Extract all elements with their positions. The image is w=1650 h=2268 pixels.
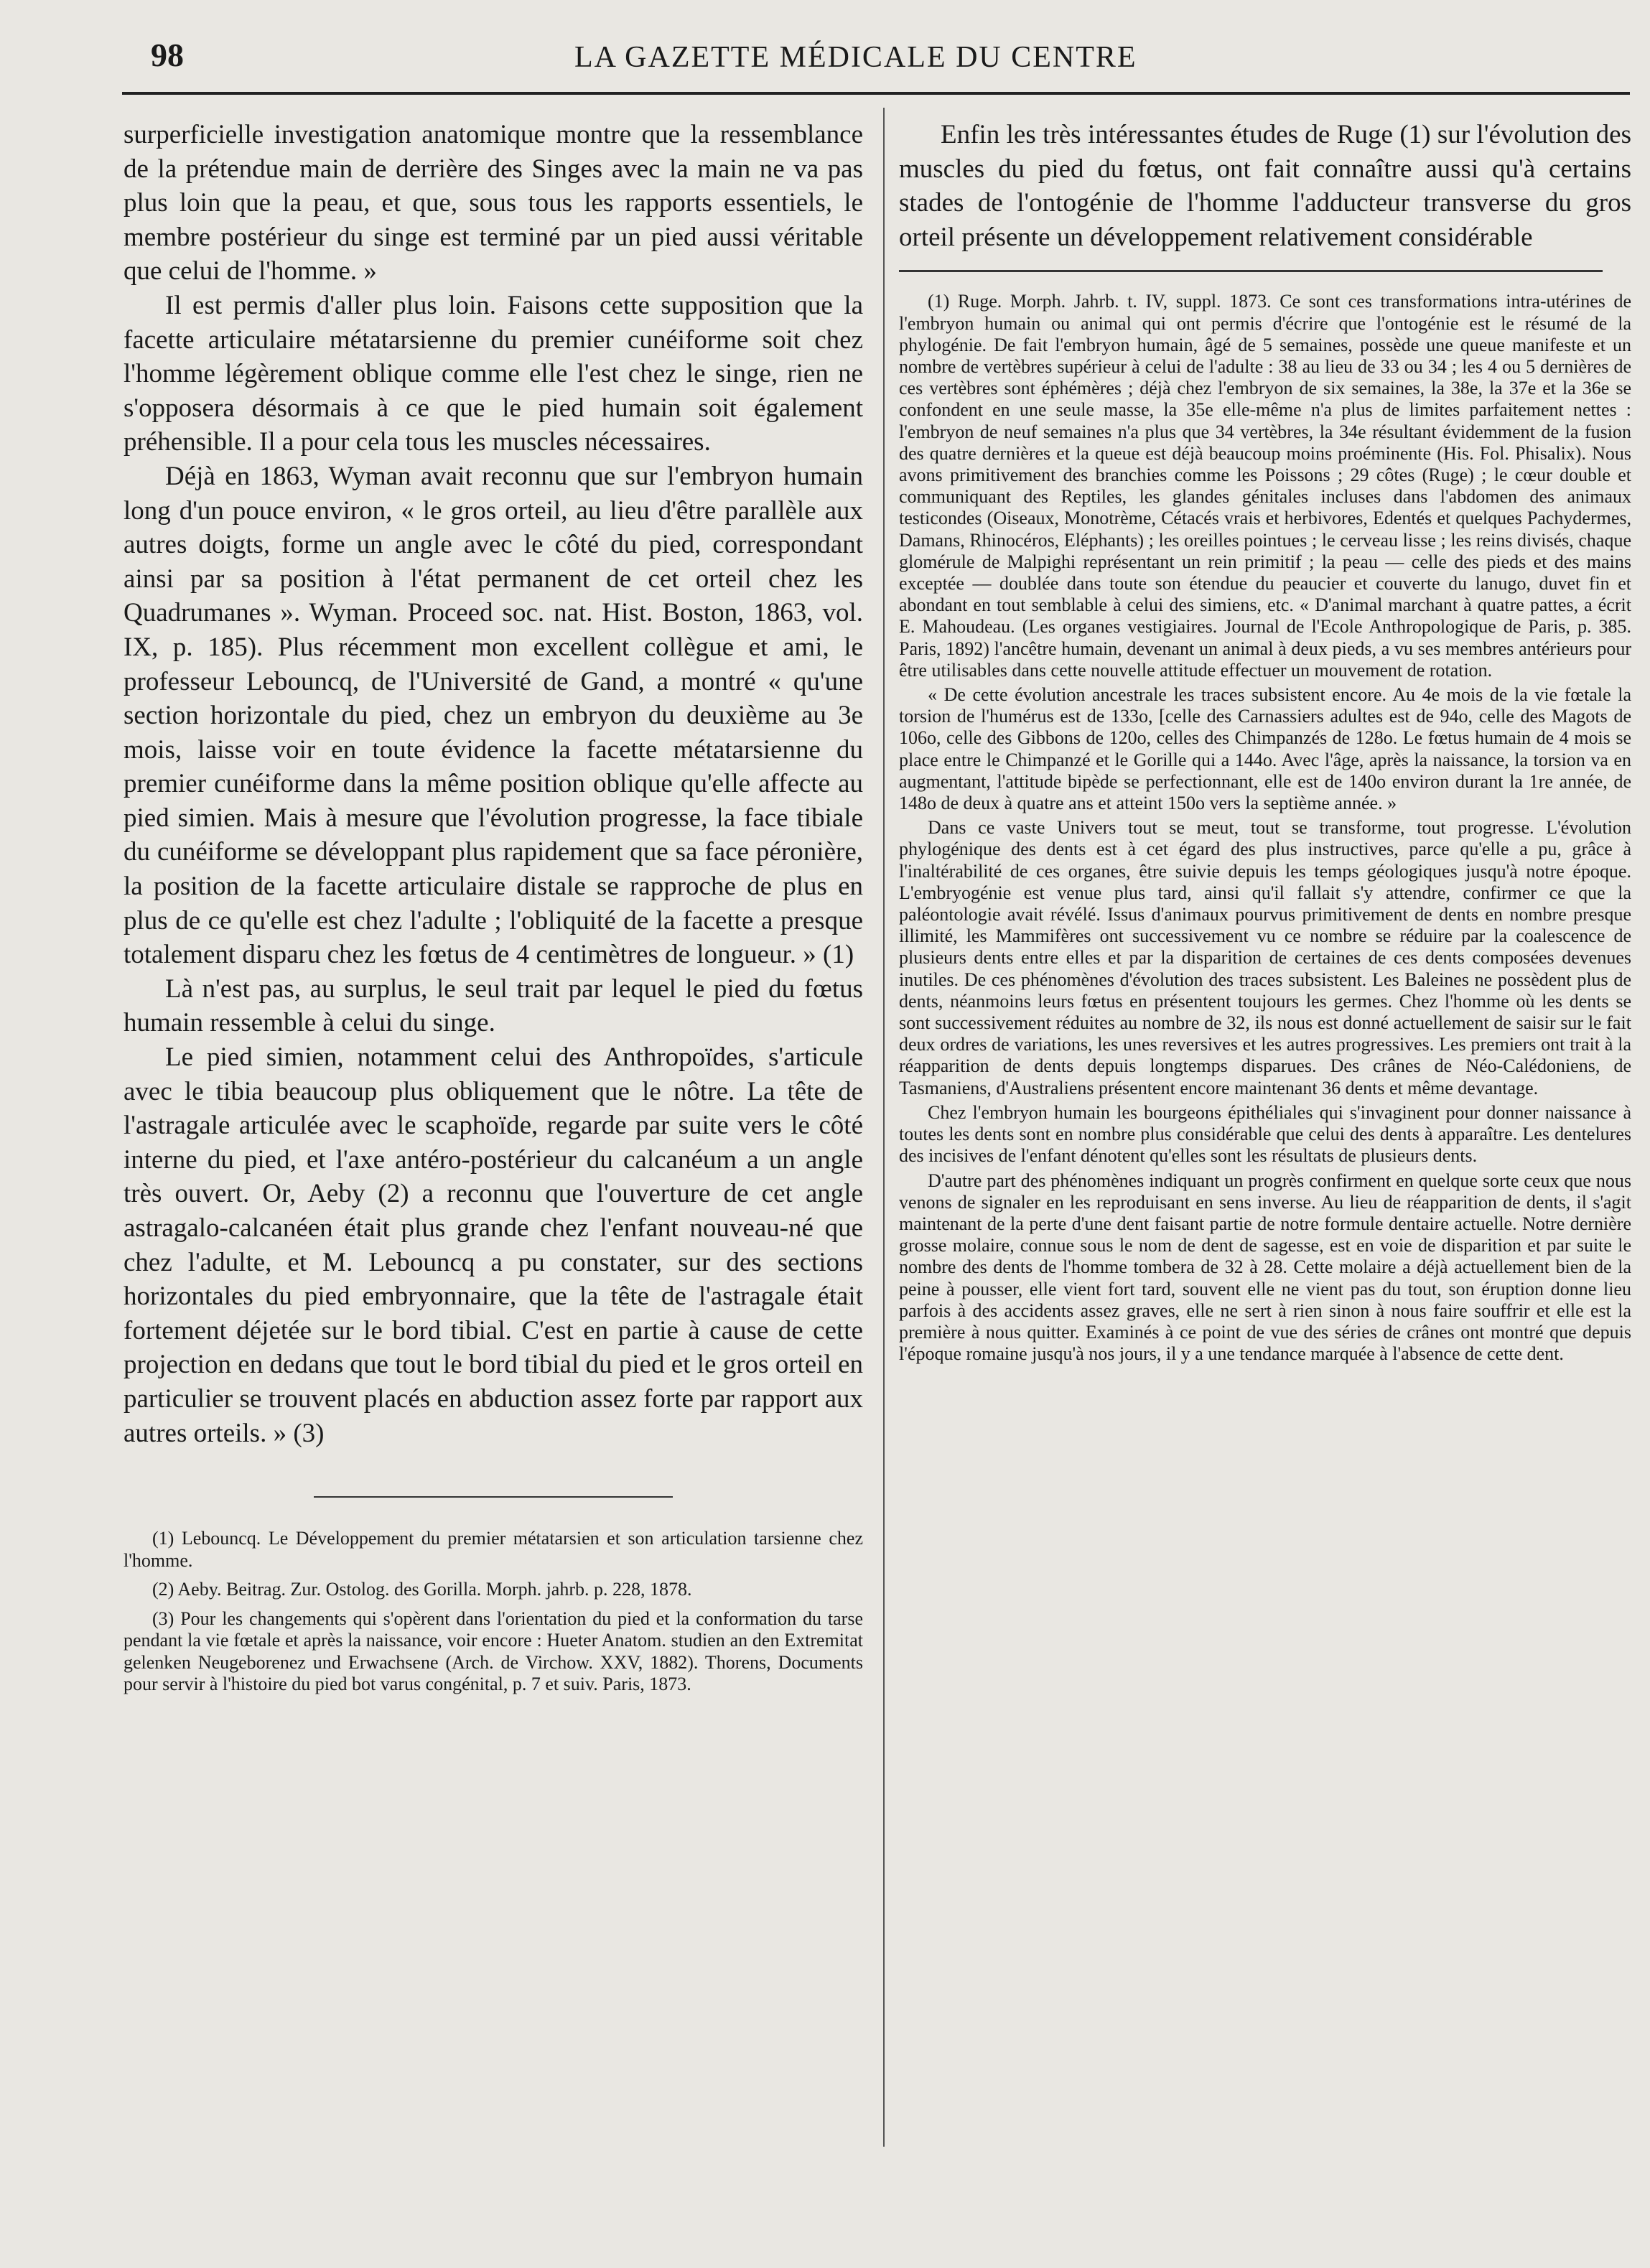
left-paragraph-3: Déjà en 1863, Wyman avait reconnu que sur l'embryon humain long d'un pouce environ, « le gros orteil, au lieu d'être parallèle aux autres doigts, forme un angle avec le côté du pied, correspondant ainsi par sa position à l'état permanent de cet orteil chez les Quadrumanes ». Wyman. Proceed soc. nat. Hist. Boston, 1863, vol. IX, p. 185). Plus récemment mon excellent collègue et ami, le professeur Lebouncq, de l'Université de Gand, a montré « qu'une section horizontale du pied, chez un embryon du deuxième au 3e mois, laisse voir en toute évidence la facette métatarsienne du premier cunéiforme dans la même position oblique qu'elle affecte au pied simien. Mais à mesure que l'évolution progresse, la face tibiale du cunéiforme se développant plus rapidement que sa face péronière, la position de la facette articulaire distale se rapproche de plus en plus de ce qu'elle est chez l'adulte ; l'obliquité de la facette a presque totalement disparu chez les fœtus de 4 centimètres de longueur. » (1) [123, 461, 863, 970]
right-footnote-text [899, 291, 1631, 1365]
right-footnote-paragraph-3: Dans ce vaste Univers tout se meut, tout se transforme, tout progresse. L'évolution phylogénique des dents est à cet égard des plus instructives, parce qu'elle a pu, grâce à l'inaltérabilité de ces organes, être suivie depuis les temps géologiques jusqu'à notre époque. L'embryogénie est venue plus tard, ainsi qu'il fallait s'y attendre, confirmer ce que la paléontologie avait révélé. Issus d'animaux pourvus primitivement de dents en nombre presque illimité, les Mammifères ont successivement vu ce nombre se réduire par la coalescence de plusieurs dents entre elles et par la disparition de certaines de ces dents composées devenues inutiles. De ces phénomènes d'évolution des traces subsistent. Les Baleines ne possèdent plus de dents, néanmoins leurs fœtus en présentent toujours les germes. Chez l'homme où les dents se sont successivement réduites au nombre de 32, ils nous est donné actuellement de saisir sur le fait deux ordres de variations, les unes reversives et les autres progressives. Les premiers ont trait à la réapparition de dents depuis longtemps disparues. Des crânes de Néo-Calédoniens, de Tasmaniens, d'Australiens présentent encore maintenant 36 dents et même devantage. [899, 817, 1631, 1098]
right-footnote-rule [899, 270, 1603, 272]
right-body-text [899, 118, 1631, 254]
left-body-text [123, 118, 863, 1450]
footnote-2: (2) Aeby. Beitrag. Zur. Ostolog. des Gorilla. Morph. jahrb. p. 228, 1878. [152, 1579, 692, 1600]
page-header [151, 36, 1630, 86]
footnote-3: (3) Pour les changements qui s'opèrent dans l'orientation du pied et la conformation du tarse pendant la vie fœtale et après la naissance, voir encore : Hueter Anatom. studien an den Extremitat gelenken Neugeborenez und Erwachsene (Arch. de Virchow. XXV, 1882). Thorens, Documents pour servir à l'histoire du pied bot varus congénital, p. 7 et suiv. Paris, 1873. [123, 1607, 863, 1695]
left-footnotes [123, 1528, 863, 1696]
footnote-1: (1) Lebouncq. Le Développement du premier métatarsien et son articulation tarsienne chez l'homme. [123, 1528, 863, 1571]
left-paragraph-1: surperficielle investigation anatomique montre que la ressemblance de la prétendue main de derrière des Singes avec la main ne va pas plus loin que la peau, et que, sous tous les rapports essentiels, le membre postérieur du singe est terminé par un pied aussi véritable que celui de l'homme. » [123, 120, 863, 286]
left-paragraph-5: Le pied simien, notamment celui des Anthropoïdes, s'articule avec le tibia beaucoup plus obliquement que le nôtre. La tête de l'astragale articulée avec le scaphoïde, regarde par suite vers le côté interne du pied, et l'axe antéro-postérieur du calcanéum a un angle très ouvert. Or, Aeby (2) a reconnu que l'ouverture de cet angle astragalo-calcanéen était plus grande chez l'enfant nouveau-né que chez l'adulte, et M. Lebouncq a pu constater, sur des sections horizontales du pied embryonnaire, que la tête de l'astragale était fortement déjetée sur le bord tibial. C'est en partie à cause de cette projection en dedans que tout le bord tibial du pied et le gros orteil en particulier se trouvent placés en abduction assez forte par rapport aux autres orteils. » (3) [123, 1042, 863, 1448]
left-footnote-rule [314, 1496, 673, 1498]
right-column [899, 118, 1631, 1368]
column-divider [883, 108, 885, 2147]
right-footnote-paragraph-5: D'autre part des phénomènes indiquant un progrès confirment en quelque sorte ceux que nous venons de signaler en les reproduisant en sens inverse. Au lieu de réapparition de dents, il s'agit maintenant de la perte d'une dent faisant partie de notre formule dentaire actuelle. Notre dernière grosse molaire, connue sous le nom de dent de sagesse, est en voie de disparition et par suite le nombre des dents de l'homme tombera de 32 à 28. Cette molaire a déjà actuellement bien de la peine à pousser, elle vient fort tard, souvent elle ne vient pas du tout, son éruption donne lieu parfois à des accidents assez graves, elle ne sert à rien sinon à nous faire souffrir et elle est la première à nous quitter. Examinés à ce point de vue des séries de crânes ont montré que depuis l'époque romaine jusqu'à nos jours, il y a une tendance marquée à l'absence de cette dent. [899, 1170, 1631, 1365]
header-rule [122, 92, 1630, 95]
left-column [123, 118, 863, 1703]
left-paragraph-2: Il est permis d'aller plus loin. Faisons cette supposition que la facette articulaire métatarsienne du premier cunéiforme soit chez l'homme légèrement oblique comme elle l'est chez le singe, rien ne s'opposera désormais à ce que le pied humain soit également préhensible. Il a pour cela tous les muscles nécessaires. [123, 290, 863, 457]
right-footnote-paragraph-4: Chez l'embryon humain les bourgeons épithéliales qui s'invaginent pour donner naissance à toutes les dents sont en nombre plus considérable que celui des dents à apparaître. Les dentelures des incisives de l'enfant dénotent qu'elles sont les résultats de plusieurs dents. [899, 1101, 1631, 1167]
running-title: LA GAZETTE MÉDICALE DU CENTRE [574, 41, 1137, 74]
left-paragraph-4: Là n'est pas, au surplus, le seul trait par lequel le pied du fœtus humain ressemble à celui du singe. [123, 974, 863, 1038]
page-number: 98 [151, 37, 184, 73]
right-footnote-paragraph-1: (1) Ruge. Morph. Jahrb. t. IV, suppl. 1873. Ce sont ces transformations intra-utérines de l'embryon humain ou animal qui ont permis d'écrire que l'ontogénie est le résumé de la phylogénie. De fait l'embryon humain, âgé de 5 semaines, possède une queue manifeste et un nombre de vertèbres supérieur à celui de l'adulte : 38 au lieu de 33 ou 34 ; les 4 ou 5 dernières de ces vertèbres sont éphémères ; déjà chez l'embryon de six semaines, la 38e, la 37e et la 36e se confondent en une seule masse, la 35e elle-même n'a plus de limites parfaitement nettes : l'embryon de neuf semaines n'a plus que 34 vertèbres, la 34e résultant évidemment de la fusion des quatre dernières et la queue est déjà beaucoup moins proéminente (His. Fol. Phisalix). Nous avons primitivement des branchies comme les Poissons ; 29 côtes (Ruge) ; le cœur double et communiquant des Reptiles, les glandes génitales incluses dans l'abdomen des animaux testicondes (Oiseaux, Monotrème, Cétacés vrais et herbivores, Edentés et quelques Pachydermes, Damans, Rhinocéros, Eléphants) ; les oreilles pointues ; le cerveau lisse ; les reins divisés, chaque glomérule de Malpighi représentant un rein primitif ; la peau — celle des pieds et des mains exceptée — doublée dans toute son étendue du peaucier et couverte du lanugo, duvet fin et abondant en tout semblable à celui des simiens, etc. « D'animal marchant à quatre pattes, a écrit E. Mahoudeau. (Les organes vestigiaires. Journal de l'Ecole Anthropologique de Paris, p. 385. Paris, 1892) l'ancêtre humain, devenant un animal à deux pieds, a vu ses membres antérieurs pour être utilisables dans cette nouvelle attitude effectuer un mouvement de rotation. [899, 291, 1631, 681]
right-footnote-paragraph-2: « De cette évolution ancestrale les traces subsistent encore. Au 4e mois de la vie fœtale la torsion de l'humérus est de 133o, [celle des Carnassiers adultes est de 94o, celle des Magots de 106o, celle des Gibbons de 120o, celles des Chimpanzés de 128o. Le fœtus humain de 4 mois se place entre le Chimpanzé et le Gorille qui a 144o. Avec l'âge, après la naissance, la torsion va en augmentant, l'attitude bipède se perfectionnant, elle est de 140o environ durant la 1re année, de 148o de deux à quatre ans et atteint 150o vers la septième année. » [899, 684, 1631, 814]
right-intro-paragraph: Enfin les très intéressantes études de Ruge (1) sur l'évolution des muscles du pied du fœtus, ont fait connaître aussi qu'à certains stades de l'ontogénie de l'homme l'adducteur transverse du gros orteil présente un développement relativement considérable [899, 120, 1631, 252]
